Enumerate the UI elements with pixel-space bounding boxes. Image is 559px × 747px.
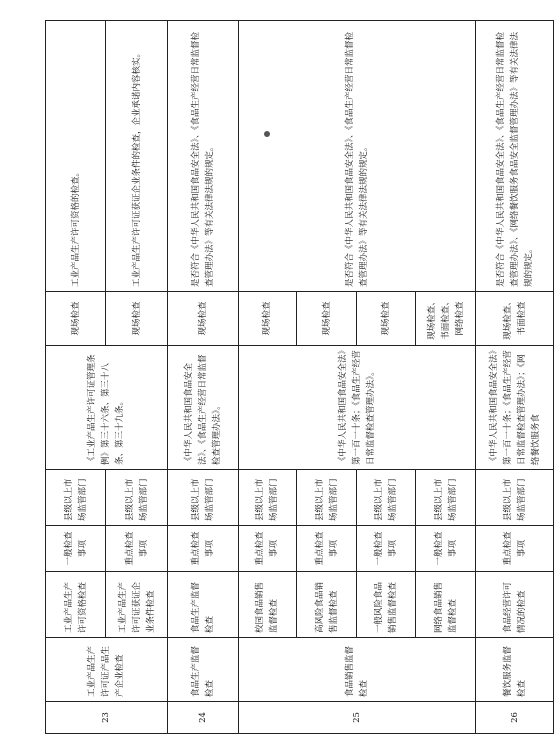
basis-cell: 《工业产品生产许可证管理条例》第三十六条、第三十八条、第三十九条。	[46, 346, 168, 470]
category-cell: 食品销售监督检查	[239, 638, 476, 702]
subject-cell: 县级以上市场监管部门	[416, 470, 476, 526]
item-type-cell: 一般检查事项	[357, 526, 416, 572]
content-cell: 是否符合《中华人民共和国食品安全法》、《食品生产经营日常监督检查管理办法》、《网络餐饮服务食品安全监督管理办法》等有关法律法规的规定。	[476, 21, 554, 292]
subject-cell: 县级以上市场监管部门	[167, 470, 238, 526]
item-name-cell: 校园食品销售监督检查	[239, 572, 297, 638]
subject-cell: 县级以上市场监管部门	[476, 470, 554, 526]
item-type-cell: 重点检查事项	[106, 526, 168, 572]
method-cell: 现场检查、书面检查	[476, 292, 554, 346]
table-row	[167, 21, 238, 734]
subject-cell: 县级以上市场监管部门	[106, 470, 168, 526]
item-type-cell: 重点检查事项	[167, 526, 238, 572]
method-cell: 现场检查	[357, 292, 416, 346]
row-number: 25	[239, 702, 476, 734]
table-row	[239, 21, 297, 734]
item-type-cell: 重点检查事项	[239, 526, 297, 572]
inspection-table	[45, 20, 554, 734]
category-cell: 食品生产监督检查	[167, 638, 238, 702]
method-cell: 现场检查	[167, 292, 238, 346]
item-name-cell: 网络食品销售监督检查	[416, 572, 476, 638]
method-cell: 现场检查	[46, 292, 106, 346]
table-row	[46, 21, 106, 734]
category-cell: 工业产品生产许可证产品生产企业检查	[46, 638, 168, 702]
subject-cell: 县级以上市场监管部门	[357, 470, 416, 526]
content-cell: 工业产品生产许可资格的检查。	[46, 21, 106, 292]
subject-cell: 县级以上市场监管部门	[239, 470, 297, 526]
basis-cell: 《中华人民共和国食品安全法》、《食品生产经营日常监督检查管理办法》。	[167, 346, 238, 470]
subject-cell: 县级以上市场监管部门	[46, 470, 106, 526]
table-row	[476, 21, 554, 734]
item-name-cell: 高风险食品销售监督检查	[296, 572, 356, 638]
method-cell: 现场检查	[239, 292, 297, 346]
rotated-table-container	[45, 21, 554, 734]
item-type-cell: 重点检查事项	[476, 526, 554, 572]
content-cell: 是否符合《中华人民共和国食品安全法》、《食品生产经营日常监督检查管理办法》等有关法律法规的规定。	[239, 21, 476, 292]
item-name-cell: 工业产品生产许可资格检查	[46, 572, 106, 638]
method-cell: 现场检查	[106, 292, 168, 346]
category-cell: 餐饮服务监督检查	[476, 638, 554, 702]
row-number: 23	[46, 702, 168, 734]
basis-cell: 《中华人民共和国食品安全法》第一百一十条；《食品生产经营日常监督检查管理办法》。	[239, 346, 476, 470]
basis-cell: 《中华人民共和国食品安全法》第一百一十条；《食品生产经营日常监督检查管理办法》；《网络餐饮服务食	[476, 346, 554, 470]
row-number: 26	[476, 702, 554, 734]
item-type-cell: 重点检查事项	[296, 526, 356, 572]
method-cell: 现场检查	[296, 292, 356, 346]
method-cell: 现场检查、书面检查、网络检查	[416, 292, 476, 346]
row-number: 24	[167, 702, 238, 734]
item-type-cell: 一般检查事项	[46, 526, 106, 572]
item-name-cell: 工业产品生产许可证获证企业条件检查	[106, 572, 168, 638]
subject-cell: 县级以上市场监管部门	[296, 470, 356, 526]
item-name-cell: 一般风险食品销售监督检查	[357, 572, 416, 638]
content-cell: 是否符合《中华人民共和国食品安全法》、《食品生产经营日常监督检查管理办法》等有关法律法规的规定。	[167, 21, 238, 292]
content-cell: 工业产品生产许可证获证企业条件的检查，企业承诺内容核实。	[106, 21, 168, 292]
item-type-cell: 一般检查事项	[416, 526, 476, 572]
item-name-cell: 食品经营许可情况的检查	[476, 572, 554, 638]
item-name-cell: 食品生产监督检查	[167, 572, 238, 638]
